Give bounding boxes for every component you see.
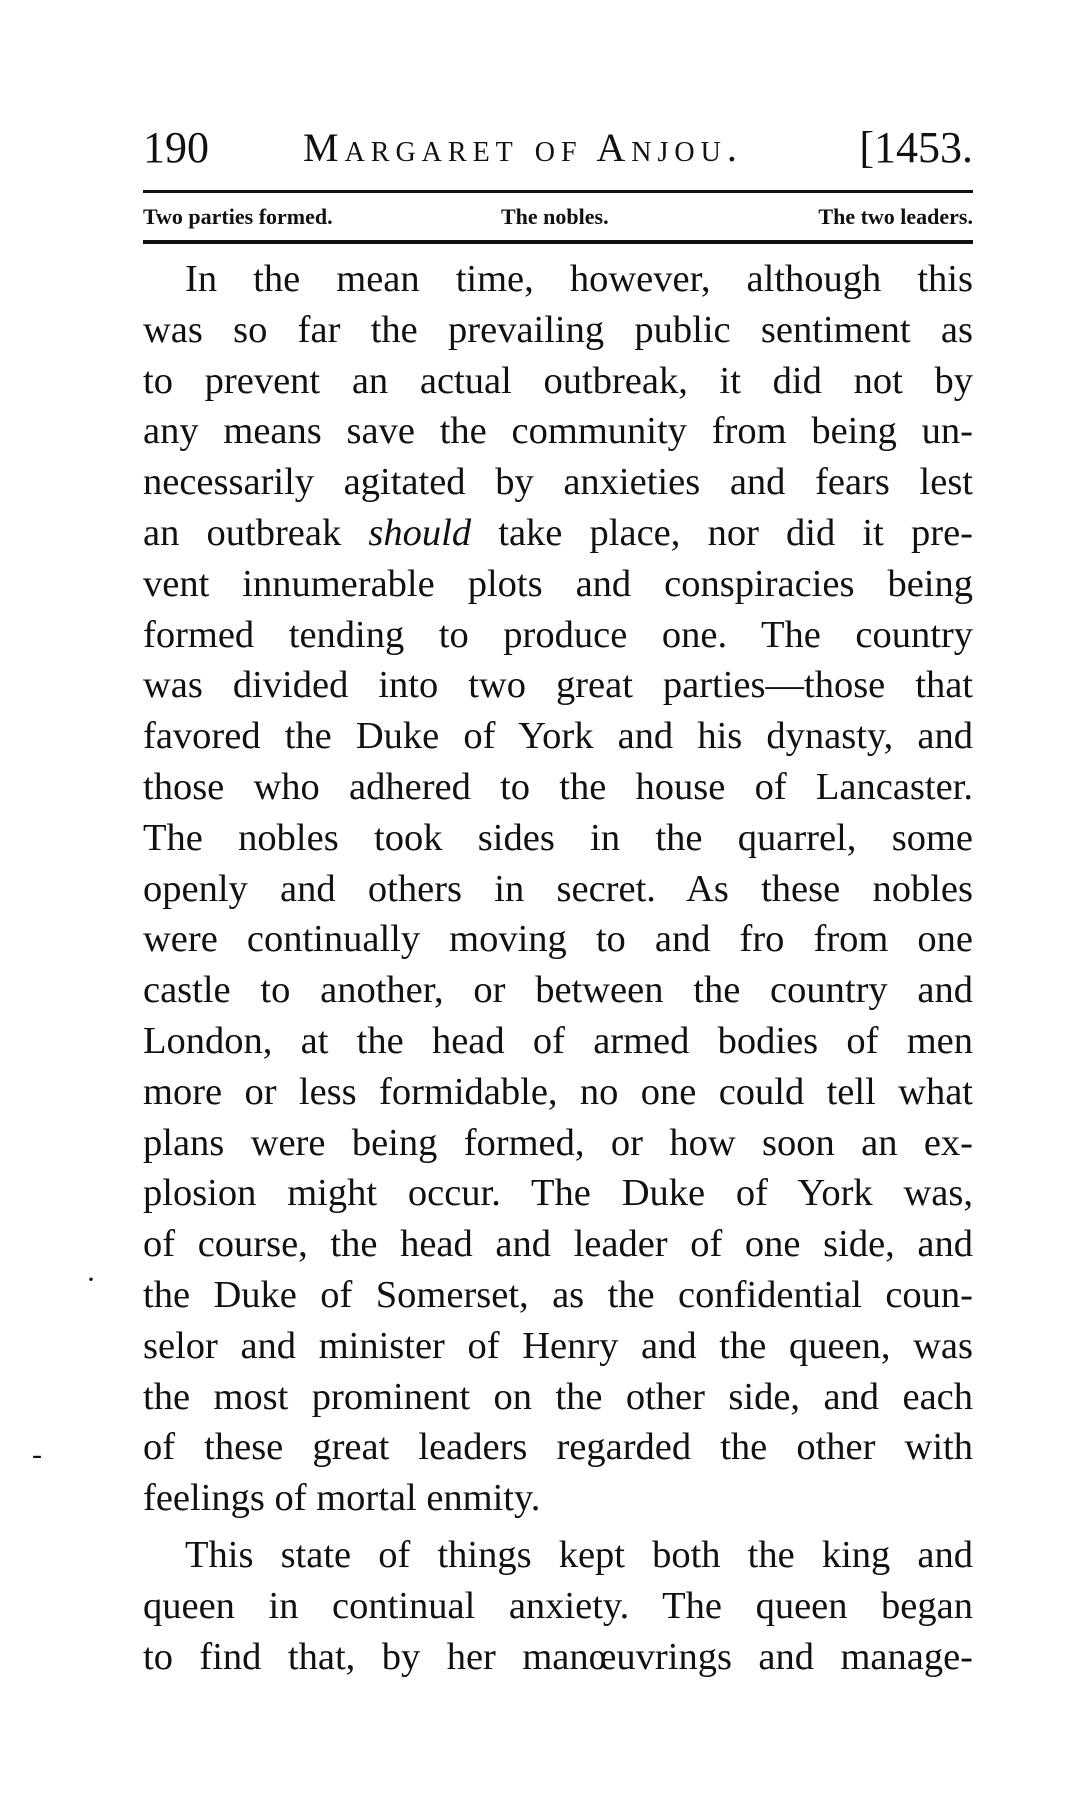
shoulder-note-right: The two leaders. (818, 204, 973, 229)
running-title: Margaret of Anjou. (303, 125, 743, 170)
text-line: queen in continual anxiety. The queen began (143, 1584, 973, 1627)
header-rule-bottom (143, 240, 973, 244)
page-number: 190 (143, 123, 209, 172)
text-line: selor and minister of Henry and the queen, was (143, 1324, 973, 1367)
text-line (143, 508, 973, 559)
text-line: London, at the head of armed bodies of men (143, 1019, 973, 1062)
text-line: vent innumerable plots and conspiracies being (143, 562, 973, 605)
text-line: were continually moving to and fro from one (143, 918, 973, 961)
text-line: to find that, by her manœuvrings and manage- (143, 1635, 973, 1678)
header-rule-top (143, 190, 973, 193)
text-line: formed tending to produce one. The country (143, 613, 973, 656)
text-line: favored the Duke of York and his dynasty, and (143, 715, 973, 758)
text-line: plans were being formed, or how soon an ex- (143, 1121, 973, 1164)
italic-word: should (368, 511, 472, 554)
text-line: necessarily agitated by anxieties and fears lest (143, 461, 973, 504)
margin-dash: - (32, 1438, 42, 1471)
text-line: more or less formidable, no one could tell what (143, 1070, 973, 1113)
text-line: castle to another, or between the country and (143, 969, 973, 1012)
body-text (143, 254, 973, 1682)
text-line: The nobles took sides in the quarrel, some (143, 816, 973, 859)
text-line: In the mean time, however, although this (185, 258, 973, 300)
paragraph (143, 1530, 973, 1682)
text-run: an outbreak (143, 511, 369, 554)
margin-speck: · (86, 1263, 96, 1296)
text-line: to prevent an actual outbreak, it did not by (143, 359, 973, 402)
header-year: [1453. (859, 123, 973, 172)
text-line: of course, the head and leader of one side, and (143, 1223, 973, 1266)
shoulder-note-left: Two parties formed. (143, 204, 333, 229)
shoulder-notes (143, 197, 973, 237)
text-line: openly and others in secret. As these nobles (143, 867, 973, 910)
text-line: This state of things kept both the king and (185, 1533, 973, 1576)
text-line: of these great leaders regarded the other with (143, 1426, 973, 1469)
text-line: plosion might occur. The Duke of York was, (143, 1172, 973, 1215)
text-line: the Duke of Somerset, as the confidential coun- (143, 1273, 973, 1316)
text-line: the most prominent on the other side, and each (143, 1375, 973, 1418)
text-line: feelings of mortal enmity. (143, 1477, 541, 1520)
paragraph (143, 254, 973, 1524)
text-line: those who adhered to the house of Lancaster. (143, 765, 973, 808)
text-line: was so far the prevailing public sentiment as (143, 308, 973, 351)
text-line: was divided into two great parties—those that (143, 664, 973, 707)
shoulder-note-center: The nobles. (501, 204, 609, 229)
text-run: take place, nor did it pre- (471, 511, 973, 554)
running-header (143, 118, 973, 178)
text-line: any means save the community from being un- (143, 410, 973, 453)
